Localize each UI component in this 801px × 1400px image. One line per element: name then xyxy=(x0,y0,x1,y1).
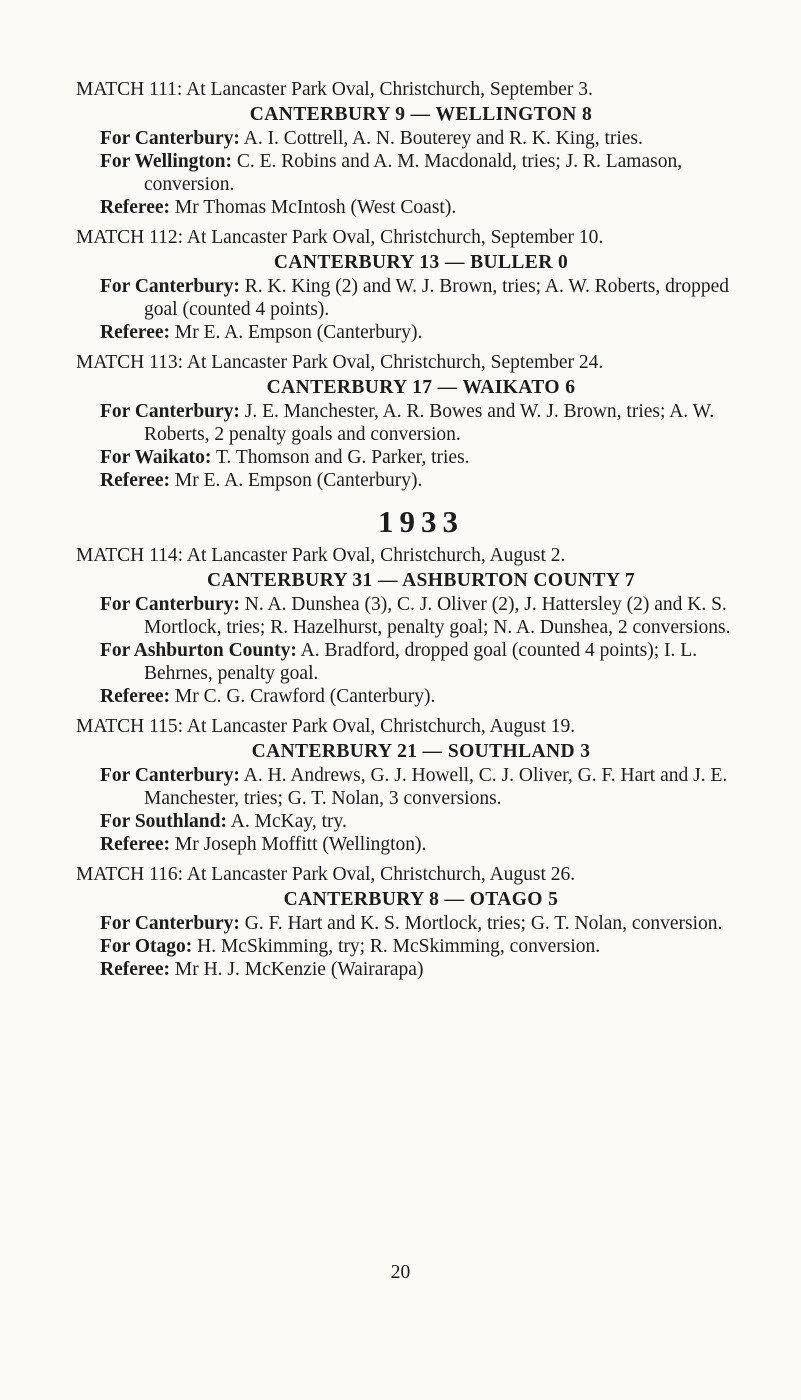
match-header: MATCH 116: At Lancaster Park Oval, Christchurch, August 26. xyxy=(76,864,576,885)
detail-text: Mr C. G. Crawford (Canterbury). xyxy=(174,686,436,707)
detail-text: H. McSkimming, try; R. McSkimming, conversion. xyxy=(197,936,601,957)
detail-label: For Canterbury: xyxy=(100,913,240,934)
detail-label: For Canterbury: xyxy=(100,128,240,149)
detail-text: Mr E. A. Empson (Canterbury). xyxy=(174,470,423,491)
detail-label: For Otago: xyxy=(100,936,193,957)
matches-1933 xyxy=(76,544,766,981)
match-header: MATCH 115: At Lancaster Park Oval, Christchurch, August 19. xyxy=(76,716,576,737)
match-result: CANTERBURY 31 — ASHBURTON COUNTY 7 xyxy=(206,570,636,591)
detail-text: J. E. Manchester, A. R. Bowes and W. J. Brown, tries; A. W. Roberts, 2 penalty goals and conversion. xyxy=(144,401,715,445)
match-result: CANTERBURY 9 — WELLINGTON 8 xyxy=(249,104,593,125)
detail-label: For Canterbury: xyxy=(100,276,240,297)
match-detail xyxy=(100,935,766,958)
match-result: CANTERBURY 8 — OTAGO 5 xyxy=(283,889,559,910)
matches-1932 xyxy=(76,78,766,492)
page-number: 20 xyxy=(390,1262,411,1283)
detail-text: Mr E. A. Empson (Canterbury). xyxy=(174,322,423,343)
detail-label: For Canterbury: xyxy=(100,765,240,786)
detail-label: Referee: xyxy=(100,959,170,980)
detail-text: N. A. Dunshea (3), C. J. Oliver (2), J. Hattersley (2) and K. S. Mortlock, tries; R. Hazelhurst, penalty goal; N. A. Dunshea, 2 conversions. xyxy=(144,594,731,638)
text-column xyxy=(76,78,766,988)
match-detail xyxy=(100,150,766,196)
match-detail xyxy=(100,400,766,446)
detail-text: Mr H. J. McKenzie (Wairarapa) xyxy=(174,959,424,980)
match-result: CANTERBURY 21 — SOUTHLAND 3 xyxy=(251,741,591,762)
detail-text: Mr Joseph Moffitt (Wellington). xyxy=(174,834,427,855)
match-record xyxy=(76,863,766,981)
match-detail xyxy=(100,275,766,321)
detail-label: Referee: xyxy=(100,197,170,218)
match-detail xyxy=(100,127,766,150)
detail-label: Referee: xyxy=(100,834,170,855)
match-detail xyxy=(100,321,766,344)
match-result: CANTERBURY 13 — BULLER 0 xyxy=(273,252,569,273)
match-header: MATCH 113: At Lancaster Park Oval, Christchurch, September 24. xyxy=(76,352,604,373)
detail-text: R. K. King (2) and W. J. Brown, tries; A. W. Roberts, dropped goal (counted 4 points). xyxy=(144,276,730,320)
match-detail xyxy=(100,810,766,833)
match-record xyxy=(76,544,766,708)
match-detail xyxy=(100,593,766,639)
detail-label: Referee: xyxy=(100,322,170,343)
detail-label: Referee: xyxy=(100,470,170,491)
detail-text: C. E. Robins and A. M. Macdonald, tries; J. R. Lamason, conversion. xyxy=(144,151,683,195)
detail-text: A. Bradford, dropped goal (counted 4 points); I. L. Behrnes, penalty goal. xyxy=(144,640,698,684)
match-header: MATCH 114: At Lancaster Park Oval, Christchurch, August 2. xyxy=(76,545,566,566)
detail-text: T. Thomson and G. Parker, tries. xyxy=(215,447,470,468)
match-record xyxy=(76,78,766,219)
match-record xyxy=(76,715,766,856)
match-record xyxy=(76,351,766,492)
match-result: CANTERBURY 17 — WAIKATO 6 xyxy=(266,377,576,398)
match-header: MATCH 112: At Lancaster Park Oval, Christchurch, September 10. xyxy=(76,227,604,248)
detail-label: For Ashburton County: xyxy=(100,640,297,661)
detail-label: Referee: xyxy=(100,686,170,707)
match-detail xyxy=(100,469,766,492)
detail-label: For Waikato: xyxy=(100,447,212,468)
detail-text: A. I. Cottrell, A. N. Bouterey and R. K. King, tries. xyxy=(243,128,643,149)
detail-text: A. H. Andrews, G. J. Howell, C. J. Oliver, G. F. Hart and J. E. Manchester, tries; G. T. Nolan, 3 conversions. xyxy=(144,765,728,809)
detail-label: For Canterbury: xyxy=(100,401,240,422)
match-record xyxy=(76,226,766,344)
detail-text: Mr Thomas McIntosh (West Coast). xyxy=(174,197,457,218)
detail-label: For Wellington: xyxy=(100,151,232,172)
year-heading: 1933 xyxy=(378,504,464,539)
match-detail xyxy=(100,833,766,856)
match-detail xyxy=(100,958,766,981)
match-detail xyxy=(100,639,766,685)
detail-label: For Southland: xyxy=(100,811,227,832)
match-header: MATCH 111: At Lancaster Park Oval, Christchurch, September 3. xyxy=(76,79,593,100)
match-detail xyxy=(100,196,766,219)
match-detail xyxy=(100,912,766,935)
match-detail xyxy=(100,764,766,810)
detail-label: For Canterbury: xyxy=(100,594,240,615)
match-detail xyxy=(100,685,766,708)
detail-text: A. McKay, try. xyxy=(230,811,347,832)
match-detail xyxy=(100,446,766,469)
detail-text: G. F. Hart and K. S. Mortlock, tries; G. T. Nolan, conversion. xyxy=(244,913,723,934)
